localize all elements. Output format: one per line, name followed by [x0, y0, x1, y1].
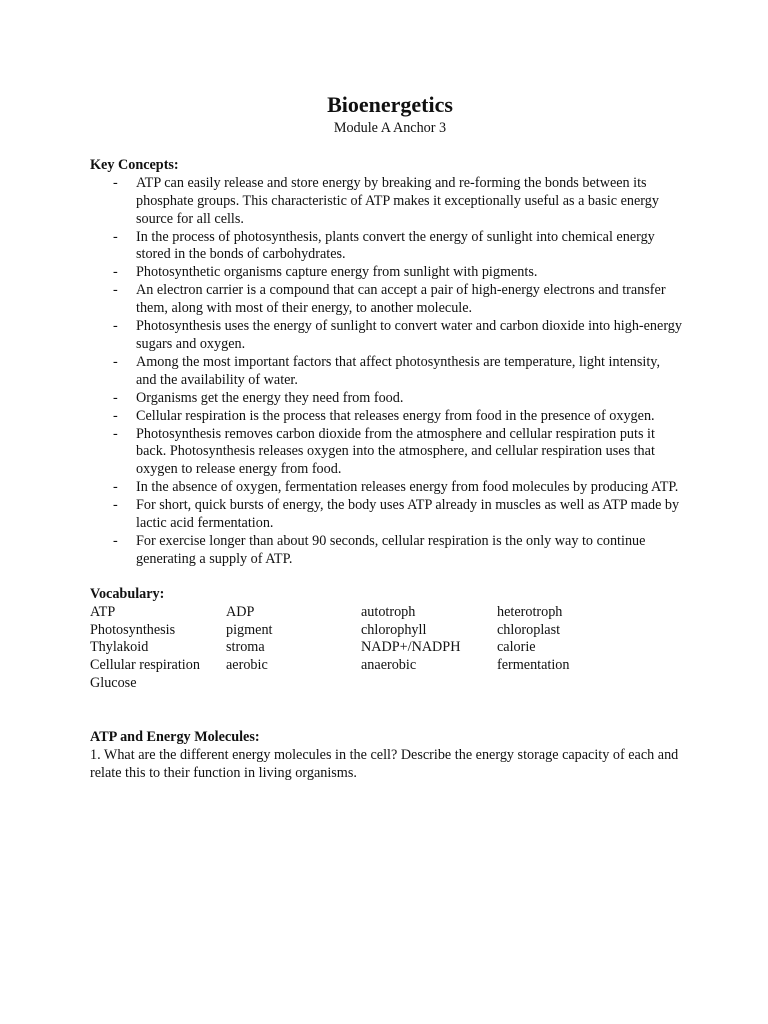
vocab-term: autotroph — [361, 603, 416, 620]
concept-text: ATP can easily release and store energy by breaking and re-forming the bonds between its phosphate groups. This characteristic of ATP makes it exceptionally useful as a basic energy source for all cells. — [136, 174, 659, 227]
concept-text: Organisms get the energy they need from food. — [136, 389, 404, 406]
concept-text: Photosynthesis uses the energy of sunlight to convert water and carbon dioxide into high-energy sugars and oxygen. — [136, 318, 682, 352]
bullet-dash: - — [113, 425, 118, 442]
list-item — [90, 318, 690, 354]
concept-text: For exercise longer than about 90 seconds, cellular respiration is the only way to continue generating a supply of ATP. — [136, 532, 646, 567]
bullet-dash: - — [113, 282, 118, 299]
vocab-term: ATP — [90, 603, 116, 620]
concept-text: In the absence of oxygen, fermentation releases energy from food molecules by producing ATP. — [136, 479, 679, 496]
list-item — [90, 175, 690, 229]
bullet-dash: - — [113, 479, 118, 496]
vocab-term: fermentation — [497, 657, 570, 674]
concept-text: For short, quick bursts of energy, the body uses ATP already in muscles as well as ATP made by lactic acid fermentation. — [136, 497, 680, 532]
vocab-term: Photosynthesis — [90, 621, 176, 638]
bullet-dash: - — [113, 174, 118, 191]
bullet-dash: - — [113, 353, 118, 370]
vocab-term: Thylakoid — [90, 639, 149, 656]
vocab-term: stroma — [226, 639, 265, 656]
concept-text: In the process of photosynthesis, plants convert the energy of sunlight into chemical energy stored in the bonds of carbohydrates. — [136, 228, 655, 263]
list-item — [90, 264, 690, 282]
list-item — [90, 390, 690, 408]
list-item — [90, 408, 690, 426]
bullet-dash: - — [113, 497, 118, 514]
document-title: Bioenergetics — [327, 92, 453, 117]
vocab-term: ADP — [226, 603, 255, 620]
concept-text: An electron carrier is a compound that can accept a pair of high-energy electrons and transfer them, along with most of their energy, to another molecule. — [136, 282, 666, 317]
bullet-dash: - — [113, 264, 118, 281]
vocab-term: aerobic — [226, 657, 268, 674]
question-1: 1. What are the different energy molecules in the cell? Describe the energy storage capacity of each and relate this to their function in living organisms. — [90, 747, 679, 781]
vocab-term: anaerobic — [361, 657, 417, 674]
concept-text: Photosynthetic organisms capture energy from sunlight with pigments. — [136, 264, 538, 281]
vocab-term: NADP+/NADPH — [361, 639, 461, 656]
bullet-dash: - — [113, 318, 118, 335]
key-concepts-heading: Key Concepts: — [90, 156, 179, 173]
vocab-term: chlorophyll — [361, 621, 427, 638]
list-item — [90, 497, 690, 533]
list-item — [90, 426, 690, 480]
vocab-term: pigment — [226, 621, 273, 638]
list-item — [90, 533, 690, 569]
vocabulary-heading: Vocabulary: — [90, 585, 165, 602]
vocab-term: calorie — [497, 639, 536, 656]
document-subtitle: Module A Anchor 3 — [333, 120, 447, 136]
atp-energy-heading: ATP and Energy Molecules: — [90, 729, 260, 746]
vocab-term: chloroplast — [497, 621, 561, 638]
vocabulary-grid — [90, 604, 690, 694]
list-item — [90, 229, 690, 265]
bullet-dash: - — [113, 532, 118, 549]
key-concepts-list — [90, 175, 690, 569]
concept-text: Among the most important factors that affect photosynthesis are temperature, light intensity, and the availability of water. — [136, 353, 661, 388]
document-page — [90, 92, 690, 783]
vocab-term: heterotroph — [497, 603, 563, 620]
concept-text: Cellular respiration is the process that releases energy from food in the presence of oxygen. — [136, 407, 655, 424]
bullet-dash: - — [113, 407, 118, 424]
bullet-dash: - — [113, 228, 118, 245]
list-item — [90, 282, 690, 318]
list-item — [90, 479, 690, 497]
list-item — [90, 354, 690, 390]
concept-text: Photosynthesis removes carbon dioxide from the atmosphere and cellular respiration puts it back. Photosynthesis releases oxygen into the atmosphere, and cellular respiration uses that oxygen to release energy from food. — [136, 425, 655, 478]
vocab-term: Glucose — [90, 675, 137, 692]
vocab-term: Cellular respiration — [90, 657, 200, 674]
bullet-dash: - — [113, 389, 118, 406]
